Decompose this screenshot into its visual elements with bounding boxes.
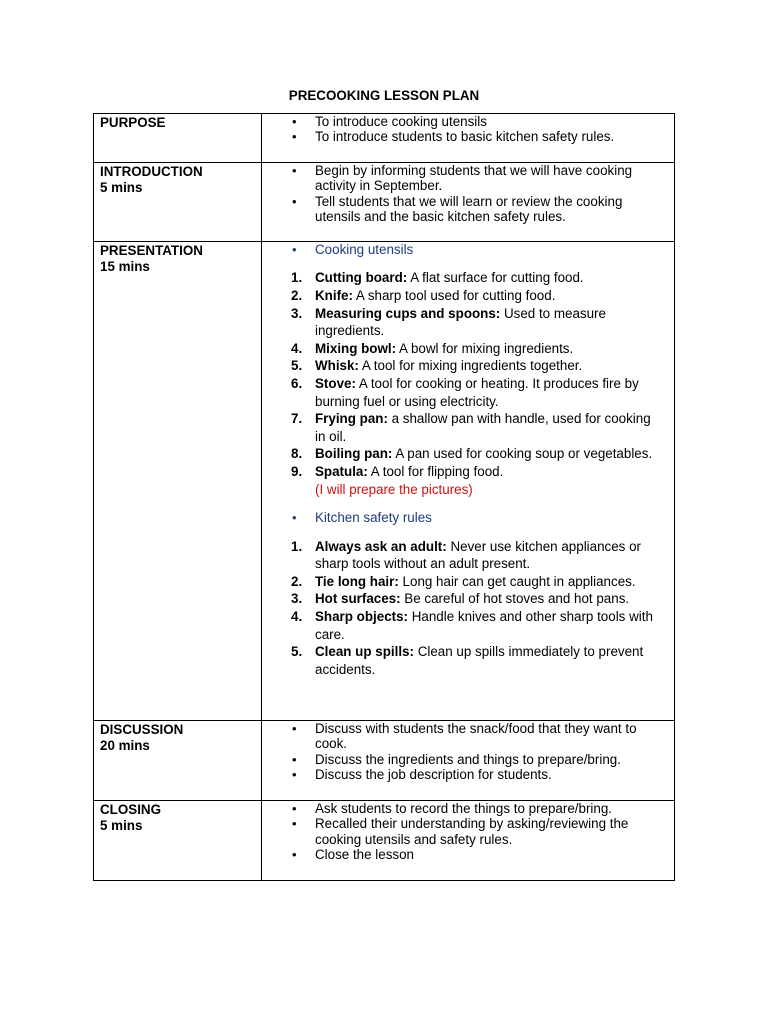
row-label: DISCUSSION — [100, 722, 184, 737]
item-number: 2. — [291, 573, 303, 589]
numbered-item — [262, 608, 664, 643]
row-label-cell — [94, 114, 262, 163]
item-description: A bowl for mixing ingredients. — [396, 340, 574, 356]
list-item: • To introduce students to basic kitchen safety rules. — [262, 129, 664, 144]
item-term: Hot surfaces: — [315, 591, 401, 607]
row-content-cell — [262, 114, 675, 163]
row-content-cell — [262, 163, 675, 242]
row-label-cell — [94, 721, 262, 801]
item-term: Whisk: — [315, 358, 359, 374]
item-description: Long hair can get caught in appliances. — [398, 573, 636, 589]
item-number: 4. — [291, 608, 303, 624]
table-row-discussion — [94, 721, 675, 801]
item-term: Sharp objects: — [315, 608, 409, 624]
item-number: 5. — [291, 644, 303, 660]
row-label-cell — [94, 801, 262, 881]
table-row-introduction — [94, 163, 675, 242]
spacer — [262, 526, 664, 538]
item-number: 3. — [291, 305, 303, 321]
item-number: 4. — [291, 340, 303, 356]
row-label-cell — [94, 163, 262, 242]
utensils-heading: • Cooking utensils — [262, 242, 664, 257]
item-description: A sharp tool used for cutting food. — [352, 288, 556, 303]
item-description: A tool for flipping food. — [367, 463, 504, 479]
section-heading-list — [262, 510, 664, 525]
numbered-item — [262, 573, 664, 591]
item-description: Be careful of hot stoves and hot pans. — [400, 591, 630, 607]
item-number: 2. — [291, 288, 303, 303]
item-description: Handle knives and other sharp tools with care. — [315, 608, 653, 642]
utensils-list — [262, 269, 664, 480]
numbered-item — [262, 463, 664, 481]
spacer — [262, 257, 664, 269]
item-description: A tool for cooking or heating. It produces fire by burning fuel or using electricity. — [315, 375, 639, 409]
note-list — [262, 481, 664, 499]
row-content-cell — [262, 801, 675, 881]
numbered-item — [262, 375, 664, 410]
numbered-item — [262, 590, 664, 608]
row-duration: 20 mins — [100, 737, 150, 753]
row-label: CLOSING — [100, 802, 162, 817]
list-item: • Recalled their understanding by asking/reviewing the cooking utensils and safety rules. — [262, 816, 664, 847]
item-number: 5. — [291, 358, 303, 374]
numbered-item — [262, 305, 664, 340]
item-number: 1. — [291, 538, 303, 554]
item-number: 8. — [291, 446, 303, 462]
list-item: • Discuss with students the snack/food that they want to cook. — [262, 721, 664, 752]
numbered-item — [262, 287, 664, 305]
numbered-item — [262, 269, 664, 287]
item-term: Clean up spills: — [315, 644, 414, 660]
row-label: INTRODUCTION — [100, 164, 203, 179]
row-label: PURPOSE — [100, 115, 166, 130]
numbered-item — [262, 357, 664, 375]
list-item: • Discuss the job description for students. — [262, 767, 664, 782]
item-term: Tie long hair: — [315, 573, 399, 589]
item-description: A pan used for cooking soup or vegetables. — [392, 446, 653, 462]
numbered-item — [262, 643, 664, 678]
bullet-list — [262, 721, 664, 783]
numbered-item — [262, 538, 664, 573]
row-label: PRESENTATION — [100, 243, 203, 258]
row-content-cell — [262, 242, 675, 721]
item-term: Knife: — [315, 288, 353, 303]
item-description: a shallow pan with handle, used for cooking in oil. — [315, 411, 651, 444]
numbered-item — [262, 445, 664, 463]
item-term: Stove: — [315, 375, 356, 391]
item-number: 7. — [291, 411, 303, 427]
item-number: 1. — [291, 270, 303, 286]
row-content-cell — [262, 721, 675, 801]
item-term: Always ask an adult: — [315, 538, 447, 554]
item-term: Cutting board: — [315, 270, 408, 286]
item-term: Spatula: — [315, 463, 368, 479]
row-label-cell — [94, 242, 262, 721]
row-duration: 15 mins — [100, 258, 150, 274]
list-item: • Ask students to record the things to prepare/bring. — [262, 801, 664, 816]
item-number: 3. — [291, 591, 303, 607]
list-item: • Discuss the ingredients and things to prepare/bring. — [262, 752, 664, 767]
bullet-list — [262, 801, 664, 863]
item-number: 9. — [291, 463, 303, 479]
safety-heading: • Kitchen safety rules — [262, 510, 664, 525]
table-row-purpose — [94, 114, 675, 163]
page-title: PRECOOKING LESSON PLAN — [288, 88, 480, 103]
lesson-plan-table — [93, 113, 675, 881]
pictures-note: (I will prepare the pictures) — [315, 481, 473, 497]
safety-rules-list — [262, 538, 664, 679]
numbered-item — [262, 410, 664, 445]
list-item: • Begin by informing students that we will have cooking activity in September. — [262, 163, 664, 194]
spacer — [262, 498, 664, 510]
table-row-closing — [94, 801, 675, 881]
item-term: Boiling pan: — [315, 446, 393, 462]
item-number: 6. — [291, 375, 303, 391]
item-description: Used to measure ingredients. — [315, 305, 606, 339]
bullet-list — [262, 114, 664, 145]
row-duration: 5 mins — [100, 817, 143, 833]
item-term: Measuring cups and spoons: — [315, 305, 501, 321]
list-item: • To introduce cooking utensils — [262, 114, 664, 129]
item-description: A tool for mixing ingredients together. — [358, 358, 583, 374]
list-item: • Close the lesson — [262, 847, 664, 862]
table-row-presentation — [94, 242, 675, 721]
row-duration: 5 mins — [100, 179, 143, 195]
item-term: Frying pan: — [315, 411, 388, 427]
list-item: • Tell students that we will learn or review the cooking utensils and the basic kitchen safety rules. — [262, 194, 664, 225]
item-term: Mixing bowl: — [315, 340, 397, 356]
bullet-list — [262, 163, 664, 225]
section-heading-list — [262, 242, 664, 257]
item-description: Never use kitchen appliances or sharp tools without an adult present. — [315, 538, 642, 572]
numbered-item — [262, 340, 664, 358]
item-description: Clean up spills immediately to prevent accidents. — [315, 644, 644, 677]
item-description: A flat surface for cutting food. — [407, 270, 584, 286]
